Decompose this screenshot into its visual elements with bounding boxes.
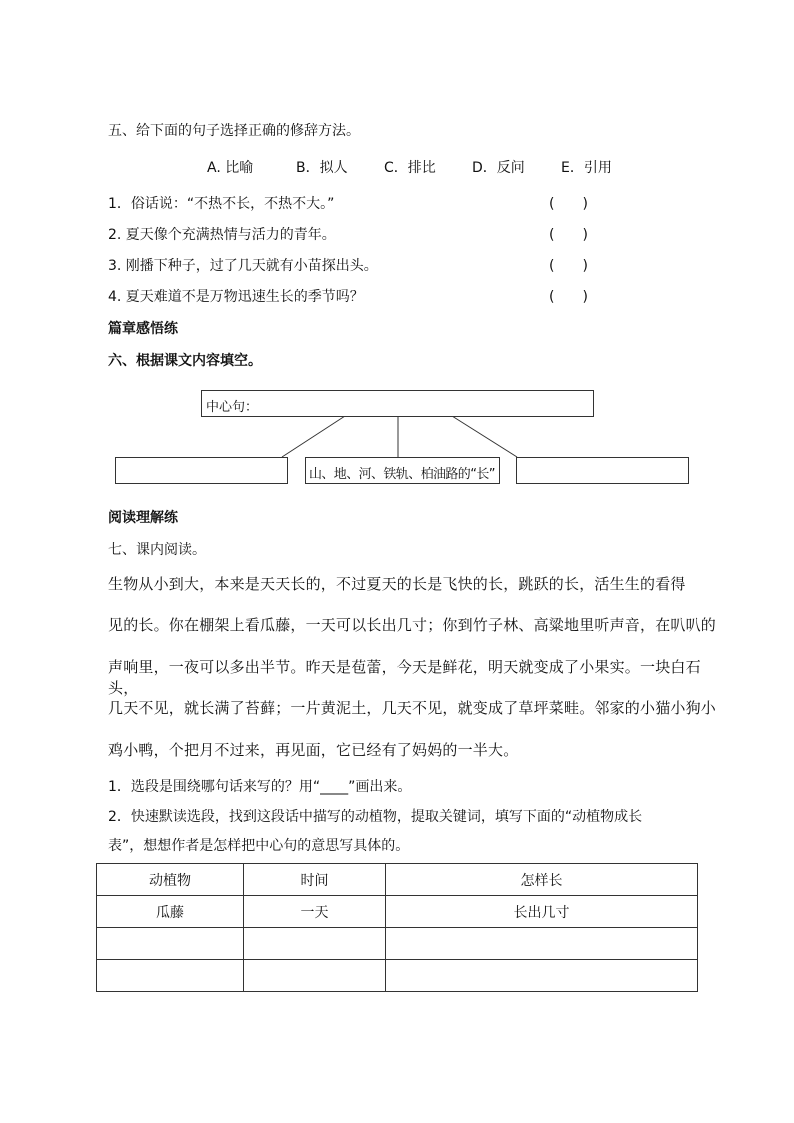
- answer-paren-4[interactable]: ( ): [549, 289, 588, 305]
- table-header-organism: 动植物: [97, 864, 244, 896]
- table-row: [97, 928, 698, 960]
- section6-title: 六、根据课文内容填空。: [108, 353, 262, 369]
- question-2-line-1: 2．快速默读选段，找到这段话中描写的动植物，提取关键词，填写下面的“动植物成长: [108, 809, 643, 825]
- table-cell: 一天: [244, 896, 386, 928]
- option-a: A. 比喻: [207, 160, 254, 176]
- option-c: C．排比: [384, 160, 436, 176]
- option-b: B．拟人: [296, 160, 348, 176]
- center-sentence-box[interactable]: [201, 390, 594, 417]
- passage-line-3: 声响里，一夜可以多出半节。昨天是苞蕾，今天是鲜花，明天就变成了小果实。一块白石头，: [108, 658, 701, 697]
- answer-paren-1[interactable]: ( ): [549, 196, 588, 212]
- table-row: [97, 896, 698, 928]
- table-header-time: 时间: [244, 864, 386, 896]
- middle-box: [305, 457, 500, 484]
- table-header-row: [97, 864, 698, 896]
- table-cell: 长出几寸: [386, 896, 698, 928]
- right-blank-box[interactable]: [516, 457, 689, 484]
- passage-line-4: 几天不见，就长满了苔藓；一片黄泥土，几天不见，就变成了草坪菜畦。邻家的小猫小狗小: [108, 699, 717, 717]
- table-cell-blank[interactable]: [244, 928, 386, 960]
- question-item-2: 2. 夏天像个充满热情与活力的青年。: [108, 227, 336, 243]
- question-item-1: 1．俗话说：“不热不长，不热不大。”: [108, 196, 335, 212]
- chapter-heading: 篇章感悟练: [108, 321, 178, 337]
- section5-title: 五、给下面的句子选择正确的修辞方法。: [108, 123, 360, 139]
- table-cell-blank[interactable]: [97, 928, 244, 960]
- left-blank-box[interactable]: [115, 457, 288, 484]
- table-header-how: 怎样长: [386, 864, 698, 896]
- section7-title: 七、课内阅读。: [108, 542, 206, 558]
- option-d: D．反问: [472, 160, 525, 176]
- table-cell: 瓜藤: [97, 896, 244, 928]
- growth-table: [96, 863, 698, 992]
- table-cell-blank[interactable]: [386, 960, 698, 992]
- passage-line-1: 生物从小到大，本来是天天长的，不过夏天的长是飞快的长，跳跃的长，活生生的看得: [108, 575, 686, 593]
- table-row: [97, 960, 698, 992]
- question-item-4: 4. 夏天难道不是万物迅速生长的季节吗？: [108, 289, 364, 305]
- answer-paren-3[interactable]: ( ): [549, 258, 588, 274]
- question-1: 1．选段是围绕哪句话来写的？用“____”画出来。: [108, 779, 412, 795]
- passage-line-5: 鸡小鸭，个把月不过来，再见面，它已经有了妈妈的一半大。: [108, 741, 519, 759]
- middle-box-text: 山、地、河、铁轨、柏油路的“长”: [309, 467, 495, 482]
- table-cell-blank[interactable]: [386, 928, 698, 960]
- option-e: E．引用: [561, 160, 612, 176]
- passage-line-2: 见的长。你在棚架上看瓜藤，一天可以长出几寸；你到竹子林、高粱地里听声音，在叭叭的: [108, 616, 717, 634]
- table-cell-blank[interactable]: [244, 960, 386, 992]
- center-sentence-label: 中心句：: [206, 400, 259, 415]
- answer-paren-2[interactable]: ( ): [549, 227, 588, 243]
- reading-heading: 阅读理解练: [108, 510, 178, 526]
- table-cell-blank[interactable]: [97, 960, 244, 992]
- question-2-line-2: 表”，想想作者是怎样把中心句的意思写具体的。: [108, 838, 410, 854]
- question-item-3: 3. 刚播下种子，过了几天就有小苗探出头。: [108, 258, 378, 274]
